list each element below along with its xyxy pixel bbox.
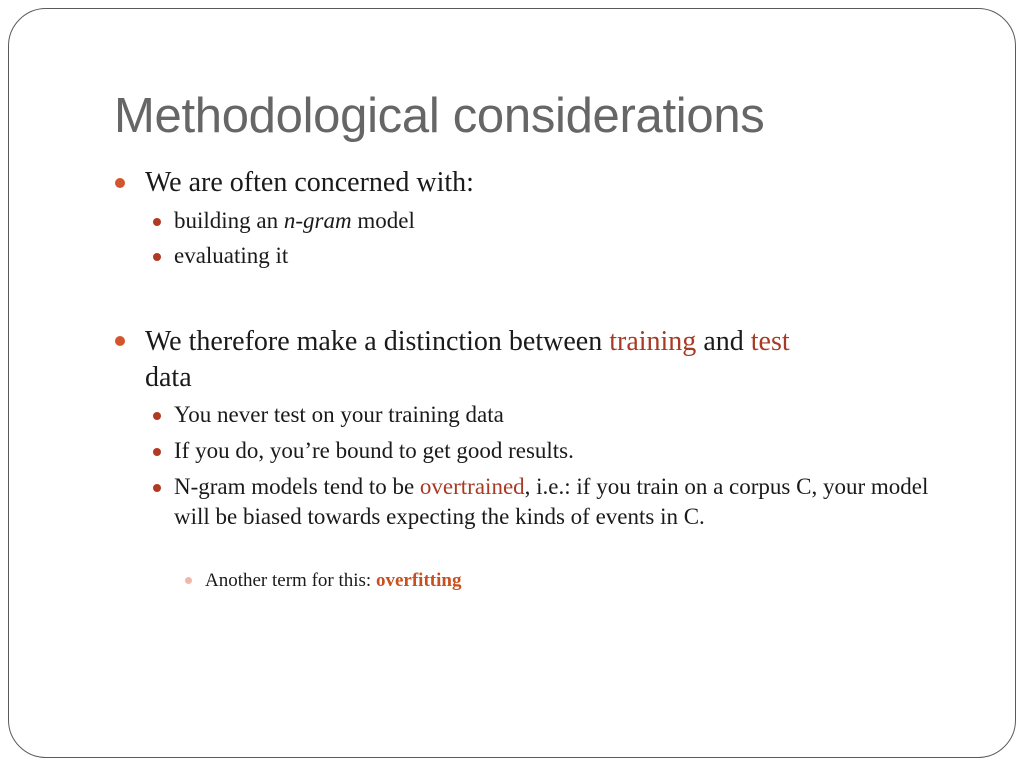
bullet-evaluating <box>174 241 288 271</box>
bullet-overfitting <box>205 569 461 593</box>
bullet-text: N-gram models tend to be <box>174 474 420 499</box>
keyword-training: training <box>609 326 697 357</box>
bullet-text: We are often concerned with: <box>145 167 474 198</box>
bullet-text: If you do, you’re bound to get good results. <box>174 438 574 463</box>
bullet-building-model <box>174 206 415 236</box>
bullet-concerned-with <box>145 165 474 201</box>
keyword-overfitting: overfitting <box>375 570 462 591</box>
bullet-dot-icon <box>115 178 125 188</box>
bullet-text: We therefore make a distinction between <box>145 326 610 357</box>
bullet-text: Another term for this: <box>205 570 376 591</box>
bullet-dot-icon <box>153 484 161 492</box>
bullet-dot-icon <box>185 577 192 584</box>
bullet-good-results <box>174 436 574 466</box>
bullet-text: , i.e.: if you train on a corpus C, your model will be biased towards expecting the kinds of events in C. <box>174 474 929 529</box>
bullet-distinction-continued <box>145 360 192 396</box>
slide-title: Methodological considerations <box>114 89 765 143</box>
bullet-text: and <box>696 326 751 357</box>
bullet-dot-icon <box>153 412 161 420</box>
bullet-text: evaluating it <box>174 243 289 268</box>
keyword-test: test <box>750 326 790 357</box>
bullet-text: model <box>351 208 415 233</box>
bullet-dot-icon <box>153 448 161 456</box>
bullet-overtrained <box>174 472 964 532</box>
bullet-text: building an <box>174 208 284 233</box>
bullet-text: data <box>145 362 192 393</box>
bullet-never-test <box>174 400 504 430</box>
bullet-text: You never test on your training data <box>174 402 504 427</box>
keyword-overtrained: overtrained <box>419 474 525 499</box>
bullet-dot-icon <box>153 253 161 261</box>
bullet-distinction <box>145 324 790 360</box>
bullet-dot-icon <box>115 336 125 346</box>
bullet-dot-icon <box>153 218 161 226</box>
ngram-emphasis: n-gram <box>283 208 352 233</box>
